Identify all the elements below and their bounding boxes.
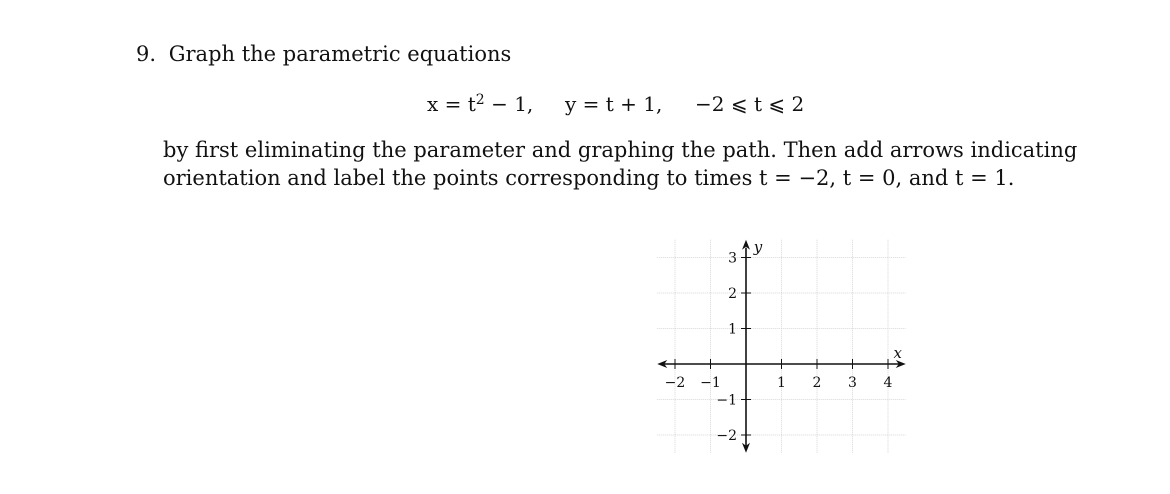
x-tick-label: −2 (664, 375, 686, 391)
equation-x-lhs: x = t (427, 92, 476, 116)
y-tick-label: 2 (728, 286, 737, 302)
x-tick-label: 3 (848, 375, 857, 391)
x-tick-label: 2 (812, 375, 822, 391)
problem-number: 9. (136, 42, 157, 66)
equation-x (427, 90, 533, 118)
y-tick-label: 1 (728, 321, 737, 338)
equation-y: y = t + 1, (565, 92, 663, 116)
y-tick-label: −2 (716, 428, 737, 444)
grid-lines (657, 237, 906, 453)
x-tick-label: −1 (700, 375, 721, 391)
problem-statement (136, 40, 511, 68)
y-axis-label: y (753, 237, 763, 256)
y-tick-label: 3 (728, 250, 737, 267)
y-tick-label: −1 (716, 392, 737, 409)
x-tick-label: 4 (883, 375, 893, 391)
x-axis-label: x (893, 344, 902, 362)
problem-prompt: Graph the parametric equations (168, 42, 512, 66)
coordinate-plane (640, 200, 930, 490)
instructions-text: by first eliminating the parameter and graphing the path. Then add arrows indicating orientation and label the points corresponding to times t = −2, t = 0, and t = 1. (163, 138, 1078, 190)
x-tick-label: 1 (777, 375, 786, 391)
tick-labels (665, 238, 903, 444)
equation-x-rhs: − 1, (484, 92, 534, 116)
equation-x-exponent: 2 (475, 92, 485, 108)
parameter-range: −2 ⩽ t ⩽ 2 (695, 92, 805, 116)
